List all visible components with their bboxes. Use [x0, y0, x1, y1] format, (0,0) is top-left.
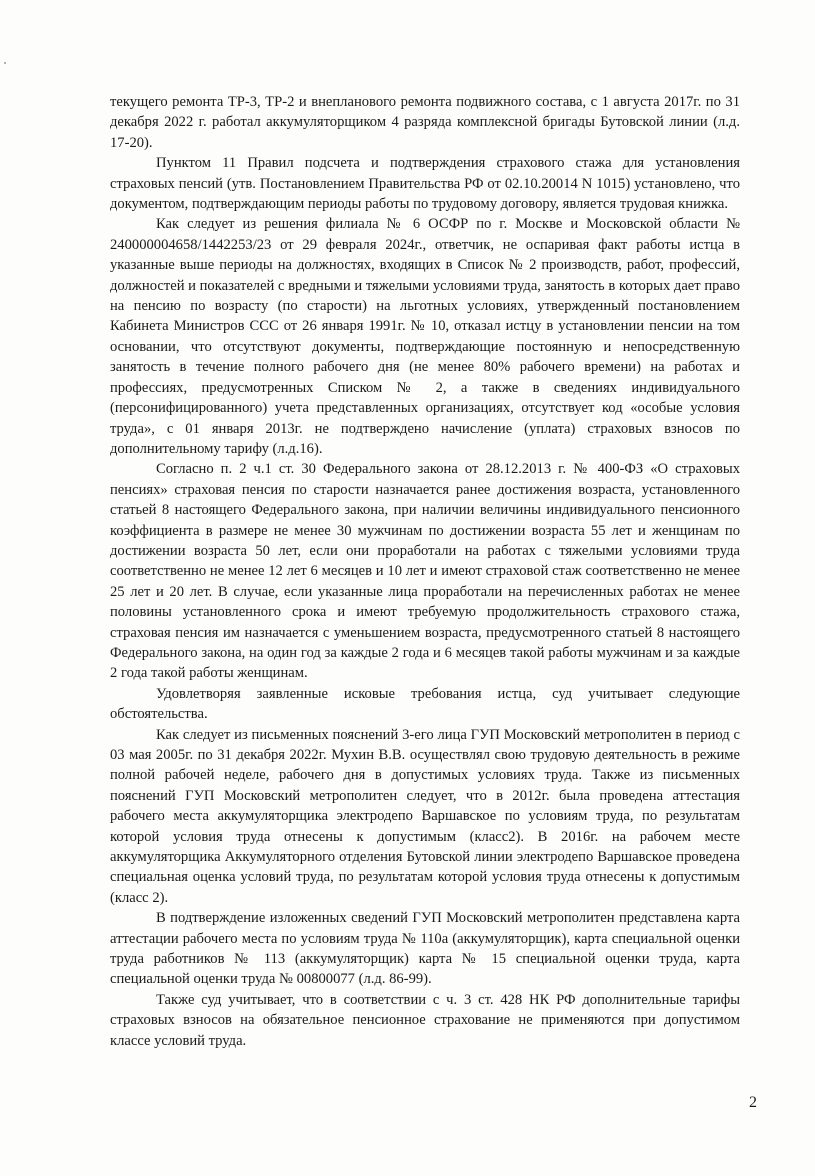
scan-speck	[4, 62, 6, 64]
paragraph-1: текущего ремонта ТР-3, ТР-2 и внепланового ремонта подвижного состава, с 1 августа 2017г. по 31 декабря 2022 г. работал аккумуляторщиком 4 разряда комплексной бригады Бутовской линии (л.д. 17-20).	[110, 94, 740, 151]
paragraph-6: Как следует из письменных пояснений 3-его лица ГУП Московский метрополитен в период с 03 мая 2005г. по 31 декабря 2022г. Мухин В.В. осуществлял свою трудовую деятельность в режиме полной рабочей неделе, рабочего дня в допустимых условиях труда. Также из письменных пояснений ГУП Московский метрополитен следует, что в 2012г. была проведена аттестация рабочего места аккумуляторщика электродепо Варшавское по условиям труда, по результатам которой условия труда отнесены к допустимым (класс2). В 2016г. на рабочем месте аккумуляторщика Аккумуляторного отделения Бутовской линии электродепо Варшавское проведена специальная оценка условий труда, по результатам которой условия труда отнесены к допустимым (класс 2).	[110, 726, 740, 906]
paragraph-5: Удовлетворяя заявленные исковые требования истца, суд учитывает следующие обстоятельства.	[110, 685, 740, 723]
paragraph-3: Как следует из решения филиала № 6 ОСФР по г. Москве и Московской области № 240000004658/1442253/23 от 29 февраля 2024г., ответчик, не оспаривая факт работы истца в указанные выше периоды на должностях, входящих в Список № 2 производств, работ, профессий, должностей и показателей с вредными и тяжелыми условиями труда, занятость в которых дает право на пенсию по возрасту (по старости) на льготных условиях, утвержденный постановлением Кабинета Министров ССС от 26 января 1991г. № 10, отказал истцу в установлении пенсии на том основании, что отсутствуют документы, подтверждающие постоянную и непосредственную занятость в течение полного рабочего дня (не менее 80% рабочего времени) на работах и профессиях, предусмотренных Списком № 2, а также в сведениях индивидуального (персонифицированного) учета представленных организациях, отсутствует код «особые условия труда», с 01 января 2013г. не подтверждено начисление (уплата) страховых взносов по дополнительному тарифу (л.д.16).	[110, 216, 740, 457]
paragraph-7: В подтверждение изложенных сведений ГУП Московский метрополитен представлена карта аттестации рабочего места по условиям труда № 110а (аккумуляторщик), карта специальной оценки труда работников № 113 (аккумуляторщик) карта № 15 специальной оценки труда, карта специальной оценки труда № 00800077 (л.д. 86-99).	[110, 910, 740, 988]
paragraph-2: Пунктом 11 Правил подсчета и подтверждения страхового стажа для установления страховых пенсий (утв. Постановлением Правительства РФ от 02.10.20014 N 1015) установлено, что документом, подтверждающим периоды работы по трудовому договору, является трудовая книжка.	[110, 155, 740, 213]
page-number: 2	[749, 1094, 757, 1111]
paragraph-8: Также суд учитывает, что в соответствии с ч. 3 ст. 428 НК РФ дополнительные тарифы страховых взносов на обязательное пенсионное страхование не применяются при допустимом классе условий труда.	[110, 991, 740, 1049]
paragraph-4: Согласно п. 2 ч.1 ст. 30 Федерального закона от 28.12.2013 г. № 400-ФЗ «О страховых пенсиях» страховая пенсия по старости назначается ранее достижения возраста, установленного статьей 8 настоящего Федерального закона, при наличии величины индивидуального пенсионного коэффициента в размере не менее 30 мужчинам по достижении возраста 55 лет и женщинам по достижении возраста 50 лет, если они проработали на работах с тяжелыми условиями труда соответственно не менее 12 лет 6 месяцев и 10 лет и имеют страховой стаж соответственно не менее 25 лет и 20 лет. В случае, если указанные лица проработали на перечисленных работах не менее половины установленного срока и имеют требуемую продолжительность страхового стажа, страховая пенсия им назначается с уменьшением возраста, предусмотренного статьей 8 настоящего Федерального закона, на один год за каждые 2 года и 6 месяцев такой работы мужчинам и за каждые 2 года такой работы женщинам.	[110, 461, 740, 682]
document-body	[110, 92, 740, 1051]
